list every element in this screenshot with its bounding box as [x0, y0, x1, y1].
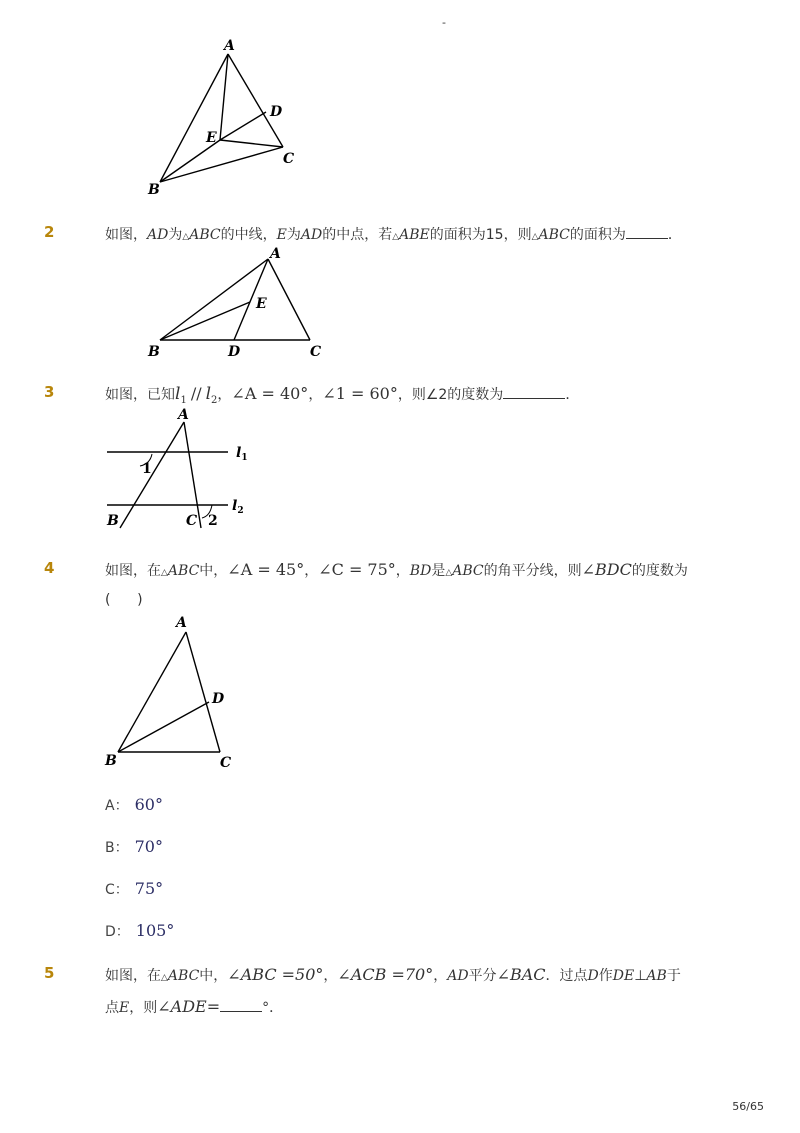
fig1-label-b: B — [148, 182, 160, 198]
option-c[interactable]: C： 75° — [105, 879, 164, 898]
fig4-label-a: A — [176, 615, 187, 631]
fig1-label-d: D — [270, 104, 283, 120]
fig3-label-a: A — [178, 407, 189, 423]
option-b[interactable]: B： 70° — [105, 837, 163, 856]
fig1-label-c: C — [283, 151, 295, 167]
fig2-label-b: B — [148, 344, 160, 360]
figure-3 — [100, 404, 260, 534]
question-2-number: 2 — [44, 223, 55, 241]
answer-blank[interactable] — [503, 386, 565, 399]
fig1-label-e: E — [206, 130, 217, 146]
fig1-label-a: A — [224, 38, 235, 54]
option-a[interactable]: A： 60° — [105, 795, 163, 814]
fig3-label-b: B — [107, 513, 119, 529]
question-4-number: 4 — [44, 559, 55, 577]
page-number: 56/65 — [732, 1100, 764, 1113]
question-5-text-line1: 如图，在△ABC中，∠ABC =50°，∠ACB =70°，AD平分∠BAC．过点D作DE⊥AB于 — [105, 965, 681, 984]
fig3-label-c: C — [186, 513, 198, 529]
question-4-text: 如图，在△ABC中，∠A = 45°，∠C = 75°，BD是△ABC的角平分线，则∠BDC的度数为 — [105, 560, 688, 579]
fig2-label-a: A — [270, 246, 281, 262]
fig4-label-b: B — [105, 753, 117, 769]
fig3-angle-2: 2 — [208, 513, 218, 529]
figure-1 — [140, 32, 310, 202]
answer-blank[interactable] — [626, 226, 668, 239]
question-5-number: 5 — [44, 964, 55, 982]
figure-4 — [100, 612, 240, 772]
question-3-text: 如图，已知$l_1 // l_2$，∠A = 40°，∠1 = 60°，则∠2的度数为 ． — [105, 384, 580, 406]
top-mark: - — [442, 16, 446, 29]
fig3-label-l1: $l_1$ — [236, 445, 248, 463]
fig2-label-e: E — [256, 296, 267, 312]
question-2-text: 如图，AD为△ABC的中线，E为AD的中点，若△ABE的面积为15，则△ABC的面积为 ． — [105, 227, 682, 243]
question-3-number: 3 — [44, 383, 55, 401]
fig2-label-d: D — [228, 344, 241, 360]
figure-2 — [142, 246, 332, 362]
fig2-label-c: C — [310, 344, 322, 360]
fig4-label-d: D — [212, 691, 225, 707]
question-4-paren: ( ) — [105, 592, 143, 608]
question-5-text-line2: 点E，则∠ADE= °． — [105, 997, 284, 1016]
answer-blank[interactable] — [220, 999, 262, 1012]
fig4-label-c: C — [220, 755, 232, 771]
fig3-angle-1: 1 — [142, 461, 152, 477]
fig3-label-l2: $l_2$ — [232, 498, 244, 516]
option-d[interactable]: D： 105° — [105, 921, 175, 940]
